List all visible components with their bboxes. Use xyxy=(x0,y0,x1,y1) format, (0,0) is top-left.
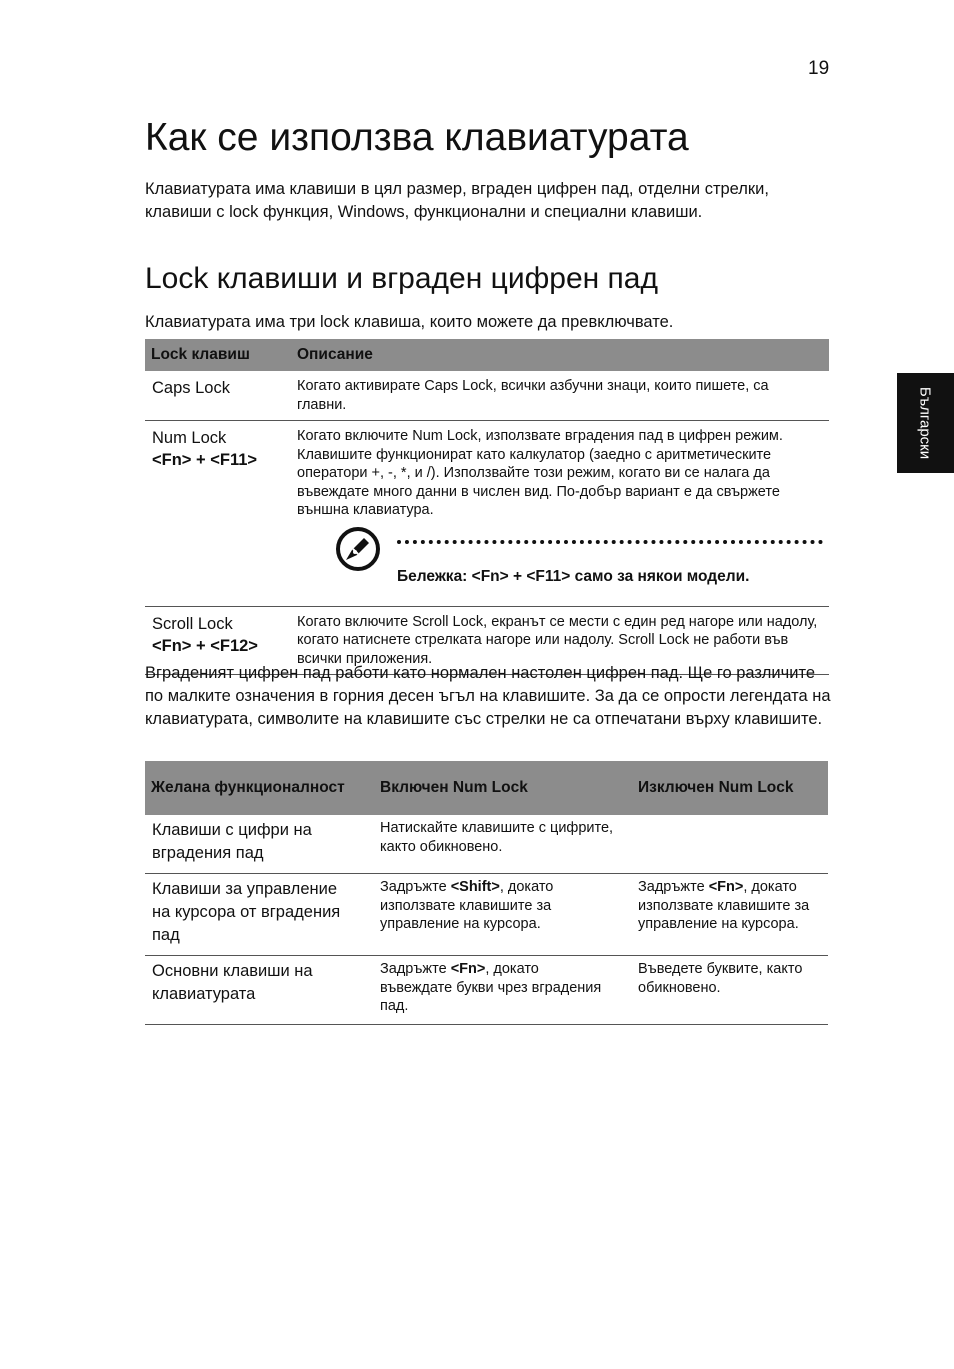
cell-text: , докато използвате клавишите за управление на курсора. xyxy=(638,879,810,932)
note-pen-icon xyxy=(335,526,381,572)
num-lock-off-cell xyxy=(620,815,828,874)
column-header-num-lock-on: Включен Num Lock xyxy=(362,761,620,815)
num-lock-on-cell xyxy=(362,815,620,874)
column-header-num-lock-off: Изключен Num Lock xyxy=(620,761,828,815)
cell-text: Въведете буквите, както обикновено. xyxy=(638,961,803,996)
column-header-lock-key: Lock клавиш xyxy=(145,339,291,371)
note-text: Бележка: <Fn> + <F11> само за някои модели. xyxy=(397,567,750,585)
cell-bold-key: <Fn> xyxy=(450,961,486,977)
description-cell: Когато активирате Caps Lock, всички азбучни знаци, които пишете, са главни. xyxy=(291,371,829,421)
table-header-row xyxy=(145,339,829,371)
cell-text: , докато въвеждате букви чрез вградения пад. xyxy=(380,961,602,1014)
cell-text: Задръжте xyxy=(380,879,451,895)
cell-text: Натискайте клавишите с цифрите, както обикновено. xyxy=(380,820,614,855)
numpad-function-table xyxy=(145,761,828,1025)
feature-cell: Клавиши за управление на курсора от вградения пад xyxy=(145,874,362,956)
column-header-description: Описание xyxy=(291,339,829,371)
table-header-row xyxy=(145,761,828,815)
feature-cell: Основни клавиши на клавиатурата xyxy=(145,956,362,1025)
description-cell: Когато включите Scroll Lock, екранът се мести с един ред нагоре или надолу, когато натиснете стрелката нагоре или надолу. Scroll Lock не работи във всички приложения. xyxy=(291,606,829,675)
feature-cell: Клавиши с цифри на вградения пад xyxy=(145,815,362,874)
column-header-desired-function: Желана функционалност xyxy=(145,761,362,815)
key-combination: <Fn> + <F12> xyxy=(152,636,258,655)
key-combination: <Fn> + <F11> xyxy=(152,451,258,469)
section-heading: Lock клавиши и вграден цифрен пад xyxy=(145,262,658,295)
language-label: Български xyxy=(916,386,934,460)
numpad-paragraph: Вграденият цифрен пад работи като нормален настолен цифрен пад. Ще го различите по малките означения в горния десен ъгъл на клавишите. За да се опрости легендата на клавиатурата, символите на клавишите със стрелки не са отпечатани върху клавишите. xyxy=(145,664,831,728)
table-row xyxy=(145,956,828,1025)
lock-key-cell xyxy=(145,421,291,607)
page-title: Как се използва клавиатурата xyxy=(145,116,689,159)
description-text: Когато включите Num Lock, използвате вградения пад в цифрен режим. Клавишите функционират като калкулатор (заедно с аритметическите оператори +, -, *, и /). Използвайте този режим, когато ви се налага да въвеждате много данни в числен вид. По-добър вариант е да свържете външна клавиатура. xyxy=(297,428,783,518)
section-intro-paragraph: Клавиатурата има три lock клавиша, които можете да превключвате. xyxy=(145,313,674,331)
description-cell xyxy=(291,421,829,607)
note-box xyxy=(297,520,821,600)
num-lock-off-cell xyxy=(620,874,828,956)
table-row xyxy=(145,815,828,874)
lock-key-name: Scroll Lock xyxy=(152,614,233,633)
table-row xyxy=(145,874,828,956)
intro-paragraph: Клавиатурата има клавиши в цял размер, вграден цифрен пад, отделни стрелки, клавиши с lock функция, Windows, функционални и специални клавиши. xyxy=(145,180,769,221)
lock-keys-table xyxy=(145,339,829,675)
table-row xyxy=(145,421,829,607)
num-lock-on-cell xyxy=(362,874,620,956)
lock-key-name: Caps Lock xyxy=(152,379,230,397)
cell-text: Задръжте xyxy=(638,879,709,895)
lock-key-cell xyxy=(145,371,291,421)
cell-bold-key: <Shift> xyxy=(450,879,500,895)
num-lock-on-cell xyxy=(362,956,620,1025)
page-number: 19 xyxy=(808,58,830,79)
num-lock-off-cell xyxy=(620,956,828,1025)
table-row xyxy=(145,371,829,421)
note-dotted-divider xyxy=(397,540,823,544)
cell-bold-key: <Fn> xyxy=(708,879,744,895)
language-side-tab xyxy=(897,373,954,473)
cell-text: Задръжте xyxy=(380,961,451,977)
lock-key-name: Num Lock xyxy=(152,429,227,447)
cell-text: , докато използвате клавишите за управление на курсора. xyxy=(380,879,554,932)
